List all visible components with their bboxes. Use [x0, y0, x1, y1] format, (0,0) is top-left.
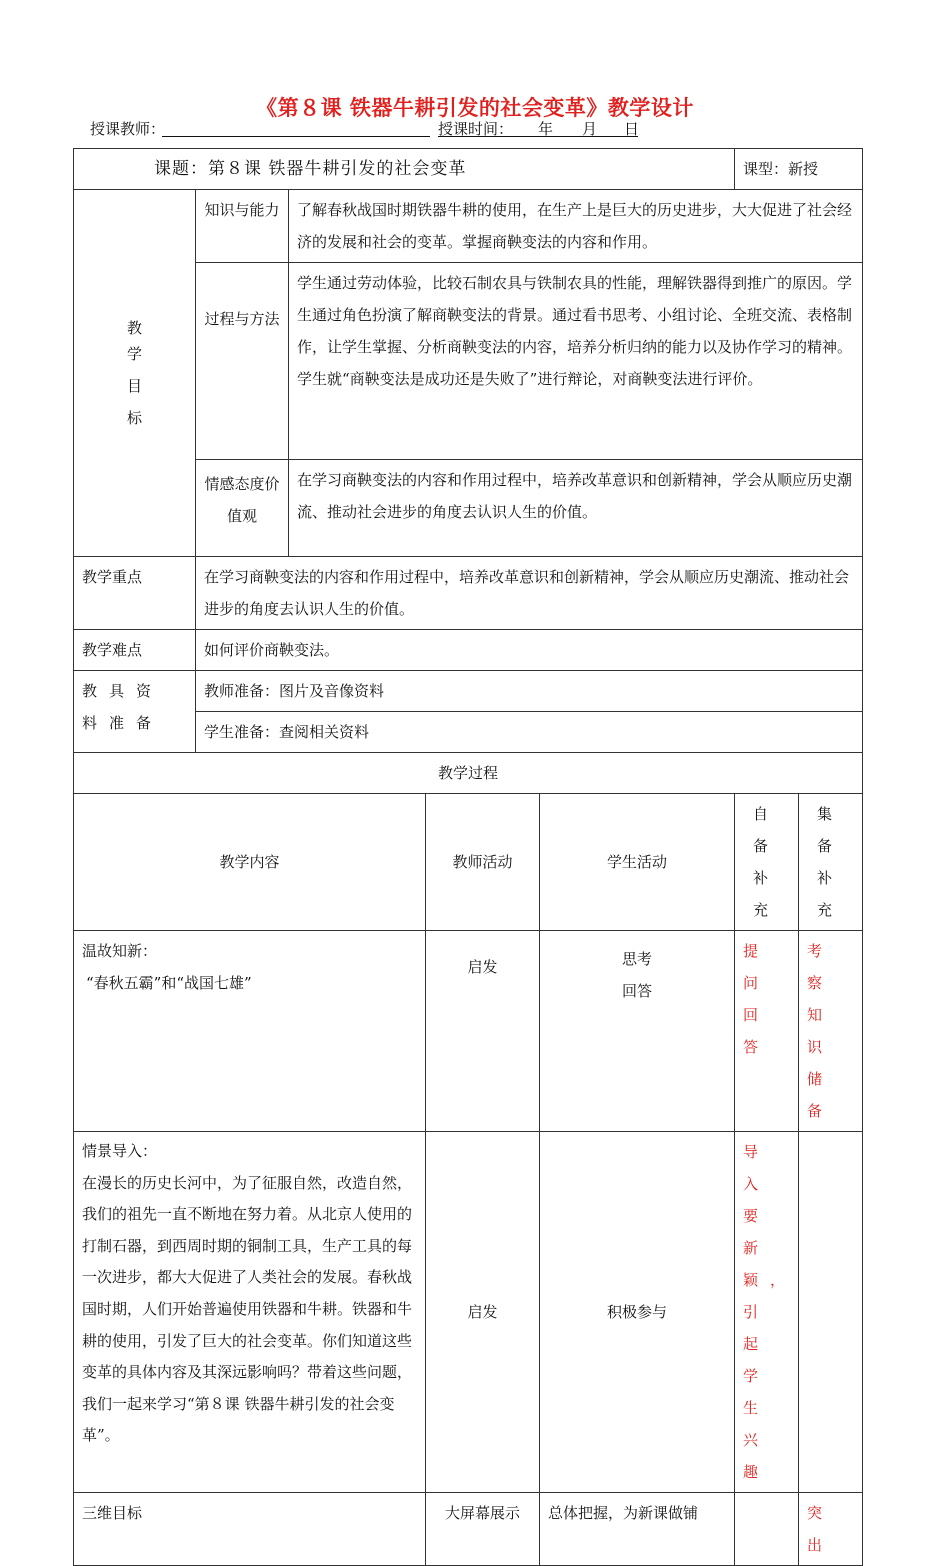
year-label: 年 [538, 120, 554, 138]
col-group-supplement: 集备补充 [799, 794, 863, 931]
goals-content: 三维目标 [74, 1493, 426, 1566]
intro-row [74, 1132, 863, 1493]
difficulty-label: 教学难点 [74, 630, 196, 671]
objectives-label: 教 学 目 标 [74, 190, 196, 557]
process-text: 学生通过劳动体验，比较石制农具与铁制农具的性能，理解铁器得到推广的原因。学生通过角色扮演了解商鞅变法的背景。通过看书思考、小组讨论、全班交流、表格制作，让学生掌握、分析商鞅变法的内容，培养分析归纳的能力以及协作学习的精神。学生就“商鞅变法是成功还是失败了”进行辩论，对商鞅变法进行评价。 [289, 263, 863, 460]
col-content: 教学内容 [74, 794, 426, 931]
day-label: 日 [624, 120, 640, 138]
difficulty-text: 如何评价商鞅变法。 [196, 630, 863, 671]
materials-label: 教具资料准备 [74, 671, 196, 753]
teacher-underline [162, 136, 430, 137]
review-title: 温故知新： [82, 942, 158, 960]
lesson-topic: 课题：第８课 铁器牛耕引发的社会变革 [74, 149, 735, 190]
goals-student: 总体把握，为新课做铺 [540, 1493, 735, 1566]
col-student: 学生活动 [540, 794, 735, 931]
intro-group [799, 1132, 863, 1493]
teacher-label: 授课教师： [90, 120, 166, 138]
key-point-row [74, 557, 863, 630]
intro-student: 积极参与 [540, 1132, 735, 1493]
key-point-label: 教学重点 [74, 557, 196, 630]
topic-row [74, 149, 863, 190]
intro-self: 导入要新颖，引起学生兴趣 [735, 1132, 799, 1493]
review-content [74, 931, 426, 1132]
emotion-label: 情感态度价值观 [196, 460, 289, 557]
lesson-type: 课型：新授 [735, 149, 863, 190]
intro-teacher: 启发 [426, 1132, 540, 1493]
columns-header-row [74, 794, 863, 931]
review-self: 提问回答 [735, 931, 799, 1132]
intro-content [74, 1132, 426, 1493]
goals-self [735, 1493, 799, 1566]
goals-row [74, 1493, 863, 1566]
col-teacher: 教师活动 [426, 794, 540, 931]
lesson-plan-table [73, 148, 863, 1566]
goals-teacher: 大屏幕展示 [426, 1493, 540, 1566]
col-self-supplement: 自备补充 [735, 794, 799, 931]
knowledge-label: 知识与能力 [196, 190, 289, 263]
intro-text: 在漫长的历史长河中，为了征服自然，改造自然，我们的祖先一直不断地在努力着。从北京人使用的打制石器，到西周时期的铜制工具，生产工具的每一次进步，都大大促进了人类社会的发展。春秋战国时期，人们开始普遍使用铁器和牛耕。铁器和牛耕的使用，引发了巨大的社会变革。你们知道这些变革的具体内容及其深远影响吗？带着这些问题，我们一起来学习“第８课 铁器牛耕引发的社会变革”。 [82, 1173, 413, 1445]
materials-student: 学生准备：查阅相关资料 [196, 712, 863, 753]
objective-knowledge-row [74, 190, 863, 263]
review-group: 考察知识储备 [799, 931, 863, 1132]
time-label: 授课时间： [438, 120, 514, 138]
document-title: 《第８课 铁器牛耕引发的社会变革》教学设计 [256, 95, 694, 120]
emotion-text: 在学习商鞅变法的内容和作用过程中，培养改革意识和创新精神，学会从顺应历史潮流、推动社会进步的角度去认识人生的价值。 [289, 460, 863, 557]
difficulty-row [74, 630, 863, 671]
key-point-text: 在学习商鞅变法的内容和作用过程中，培养改革意识和创新精神，学会从顺应历史潮流、推动社会进步的角度去认识人生的价值。 [196, 557, 863, 630]
review-text: “春秋五霸”和“战国七雄” [86, 974, 252, 992]
process-label: 过程与方法 [196, 263, 289, 460]
review-student: 思考 回答 [540, 931, 735, 1132]
intro-title: 情景导入： [82, 1142, 158, 1160]
knowledge-text: 了解春秋战国时期铁器牛耕的使用，在生产上是巨大的历史进步，大大促进了社会经济的发展和社会的变革。掌握商鞅变法的内容和作用。 [289, 190, 863, 263]
month-label: 月 [582, 120, 598, 138]
process-title: 教学过程 [74, 753, 863, 794]
materials-teacher-row [74, 671, 863, 712]
goals-group: 突出 [799, 1493, 863, 1566]
review-teacher: 启发 [426, 931, 540, 1132]
review-row [74, 931, 863, 1132]
process-title-row [74, 753, 863, 794]
materials-teacher: 教师准备：图片及音像资料 [196, 671, 863, 712]
